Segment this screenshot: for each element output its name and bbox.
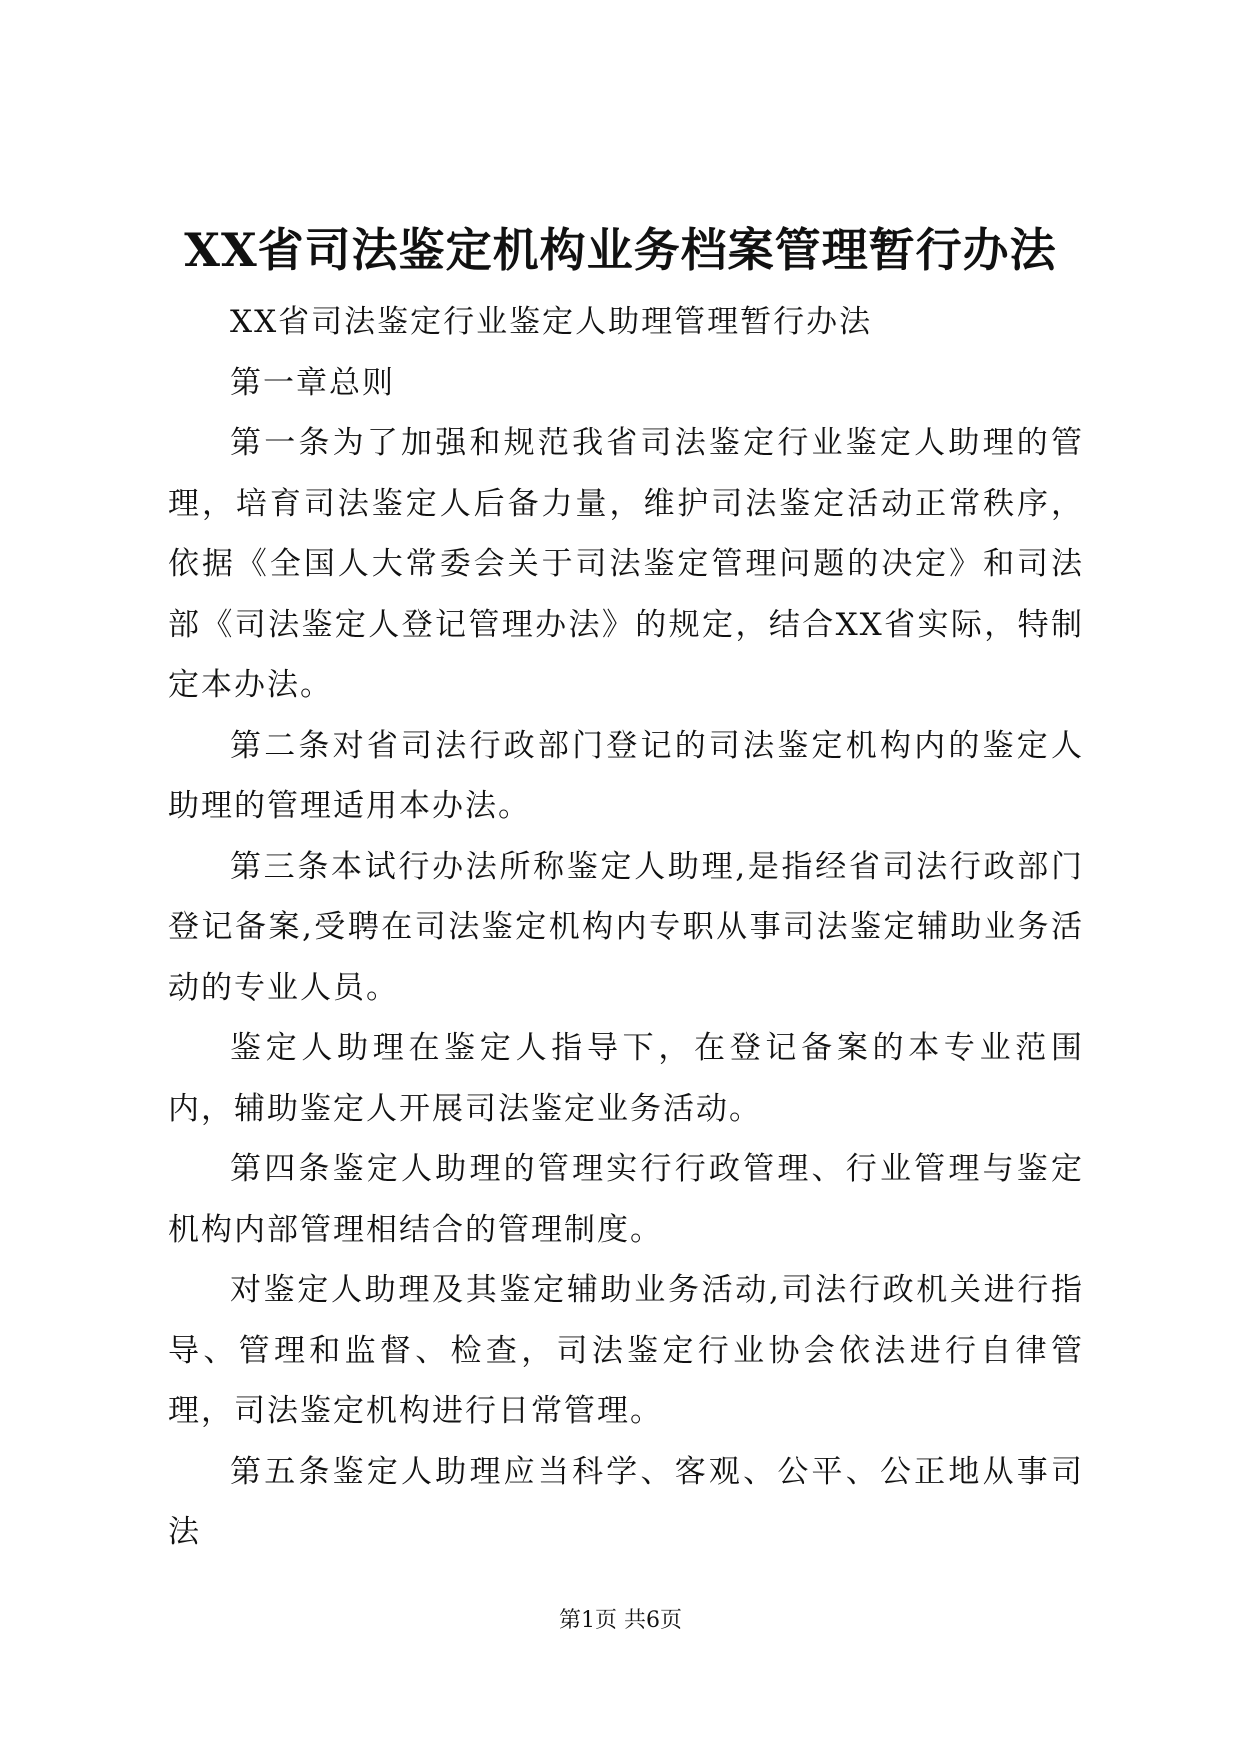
paragraph-article-3: 第三条本试行办法所称鉴定人助理,是指经省司法行政部门登记备案,受聘在司法鉴定机构内专职从事司法鉴定辅助业务活动的专业人员。 <box>168 848 1084 1006</box>
paragraph-chapter-heading: 第一章总则 <box>230 364 395 401</box>
paragraph-article-4-continued: 对鉴定人助理及其鉴定辅助业务活动,司法行政机关进行指导、管理和监督、检查，司法鉴定行业协会依法进行自律管理，司法鉴定机构进行日常管理。 <box>168 1272 1084 1429</box>
paragraph-article-2: 第二条对省司法行政部门登记的司法鉴定机构内的鉴定人助理的管理适用本办法。 <box>168 727 1084 824</box>
document-body <box>168 292 1084 1563</box>
page-number-footer: 第1页 共6页 <box>559 1608 682 1633</box>
paragraph-article-5: 第五条鉴定人助理应当科学、客观、公平、公正地从事司法 <box>168 1453 1084 1550</box>
document-title: XX省司法鉴定机构业务档案管理暂行办法 <box>184 223 1057 277</box>
paragraph-article-4: 第四条鉴定人助理的管理实行行政管理、行业管理与鉴定机构内部管理相结合的管理制度。 <box>168 1151 1084 1248</box>
paragraph-subtitle: XX省司法鉴定行业鉴定人助理管理暂行办法 <box>230 304 873 340</box>
paragraph-article-1: 第一条为了加强和规范我省司法鉴定行业鉴定人助理的管理，培育司法鉴定人后备力量，维护司法鉴定活动正常秩序，依据《全国人大常委会关于司法鉴定管理问题的决定》和司法部《司法鉴定人登记管理办法》的规定，结合XX省实际，特制定本办法。 <box>168 425 1084 703</box>
paragraph-article-3-continued: 鉴定人助理在鉴定人指导下，在登记备案的本专业范围内，辅助鉴定人开展司法鉴定业务活动。 <box>168 1030 1084 1127</box>
